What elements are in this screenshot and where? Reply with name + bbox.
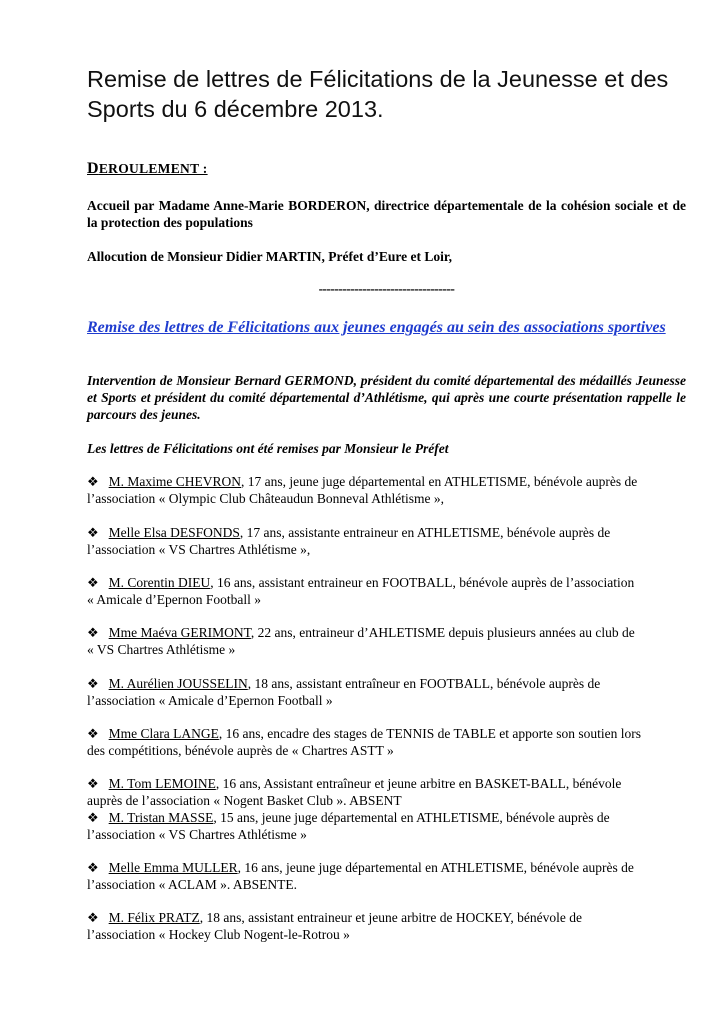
list-item xyxy=(87,775,686,809)
recipient-detail-continued: « Amicale d’Epernon Football » xyxy=(87,592,261,607)
section-heading-initial: D xyxy=(87,160,99,177)
diamond-bullet-icon: ❖ xyxy=(87,860,99,875)
page-title: Remise de lettres de Félicitations de la Jeunesse et des Sports du 6 décembre 2013. xyxy=(87,66,669,122)
recipient-name: M. Aurélien JOUSSELIN xyxy=(108,676,248,691)
recipient-detail: , 17 ans, assistante entraineur en ATHLETISME, bénévole auprès de xyxy=(239,525,611,540)
list-item xyxy=(87,675,686,709)
recipient-detail: , 18 ans, assistant entraîneur en FOOTBALL, bénévole auprès de xyxy=(247,676,601,691)
recipient-name: Melle Elsa DESFONDS xyxy=(108,525,240,540)
diamond-bullet-icon: ❖ xyxy=(87,726,99,741)
diamond-bullet-icon: ❖ xyxy=(87,625,99,640)
recipient-detail-continued: l’association « ACLAM ». ABSENTE. xyxy=(87,877,297,892)
recipient-detail: , 16 ans, assistant entraineur en FOOTBALL, bénévole auprès de l’association xyxy=(210,575,635,590)
recipient-name: M. Tom LEMOINE xyxy=(108,776,216,791)
recipient-detail-continued: des compétitions, bénévole auprès de « Chartres ASTT » xyxy=(87,743,394,758)
list-item xyxy=(87,574,686,608)
list-item xyxy=(87,725,686,759)
recipient-name: M. Maxime CHEVRON xyxy=(108,474,242,489)
separator-line: ---------------------------------- xyxy=(318,281,455,296)
list-item xyxy=(87,809,686,843)
allocution-paragraph: Allocution de Monsieur Didier MARTIN, Préfet d’Eure et Loir, xyxy=(87,249,452,264)
recipient-detail-continued: l’association « VS Chartres Athlétisme » xyxy=(87,827,307,842)
section-heading xyxy=(87,160,208,178)
recipient-detail: , 16 ans, jeune juge départemental en ATHLETISME, bénévole auprès de xyxy=(237,860,634,875)
intervention-paragraph: Intervention de Monsieur Bernard GERMOND, président du comité départemental des médaillés Jeunesse et Sports et président du comité départemental d’Athlétisme, qui après une courte présentation rappelle le parcours des jeunes. xyxy=(87,373,686,422)
recipient-name: M. Félix PRATZ xyxy=(108,910,200,925)
recipient-detail: , 22 ans, entraineur d’AHLETISME depuis plusieurs années au club de xyxy=(250,625,635,640)
letters-intro: Les lettres de Félicitations ont été remises par Monsieur le Préfet xyxy=(87,441,449,456)
recipient-name: Melle Emma MULLER xyxy=(108,860,238,875)
recipient-detail: , 16 ans, encadre des stages de TENNIS de TABLE et apporte son soutien lors xyxy=(218,726,641,741)
diamond-bullet-icon: ❖ xyxy=(87,676,99,691)
diamond-bullet-icon: ❖ xyxy=(87,910,99,925)
welcome-paragraph: Accueil par Madame Anne-Marie BORDERON, directrice départementale de la cohésion sociale et de la protection des populations xyxy=(87,198,686,230)
recipient-name: M. Tristan MASSE xyxy=(108,810,214,825)
recipient-detail-continued: auprès de l’association « Nogent Basket Club ». ABSENT xyxy=(87,793,402,808)
recipient-detail-continued: l’association « VS Chartres Athlétisme », xyxy=(87,542,311,557)
list-item xyxy=(87,524,686,558)
subsection-heading: Remise des lettres de Félicitations aux jeunes engagés au sein des associations sportives xyxy=(87,319,666,336)
recipient-detail-continued: l’association « Amicale d’Epernon Football » xyxy=(87,693,333,708)
recipient-detail-continued: l’association « Olympic Club Châteaudun Bonneval Athlétisme », xyxy=(87,491,444,506)
recipient-detail: , 17 ans, jeune juge départemental en ATHLETISME, bénévole auprès de xyxy=(241,474,638,489)
diamond-bullet-icon: ❖ xyxy=(87,810,99,825)
diamond-bullet-icon: ❖ xyxy=(87,525,99,540)
diamond-bullet-icon: ❖ xyxy=(87,776,99,791)
recipient-name: Mme Maéva GERIMONT xyxy=(108,625,251,640)
recipient-detail: , 18 ans, assistant entraineur et jeune arbitre de HOCKEY, bénévole de xyxy=(199,910,582,925)
list-item xyxy=(87,624,686,658)
recipient-name: M. Corentin DIEU xyxy=(108,575,211,590)
recipient-detail-continued: l’association « Hockey Club Nogent-le-Rotrou » xyxy=(87,927,350,942)
list-item xyxy=(87,909,686,943)
diamond-bullet-icon: ❖ xyxy=(87,474,99,489)
diamond-bullet-icon: ❖ xyxy=(87,575,99,590)
recipient-name: Mme Clara LANGE xyxy=(108,726,219,741)
list-item xyxy=(87,859,686,893)
recipient-detail: , 15 ans, jeune juge départemental en ATHLETISME, bénévole auprès de xyxy=(213,810,610,825)
list-item xyxy=(87,473,686,507)
recipient-detail-continued: « VS Chartres Athlétisme » xyxy=(87,642,236,657)
recipient-detail: , 16 ans, Assistant entraîneur et jeune arbitre en BASKET-BALL, bénévole xyxy=(215,776,622,791)
section-heading-rest: EROULEMENT : xyxy=(98,161,208,176)
